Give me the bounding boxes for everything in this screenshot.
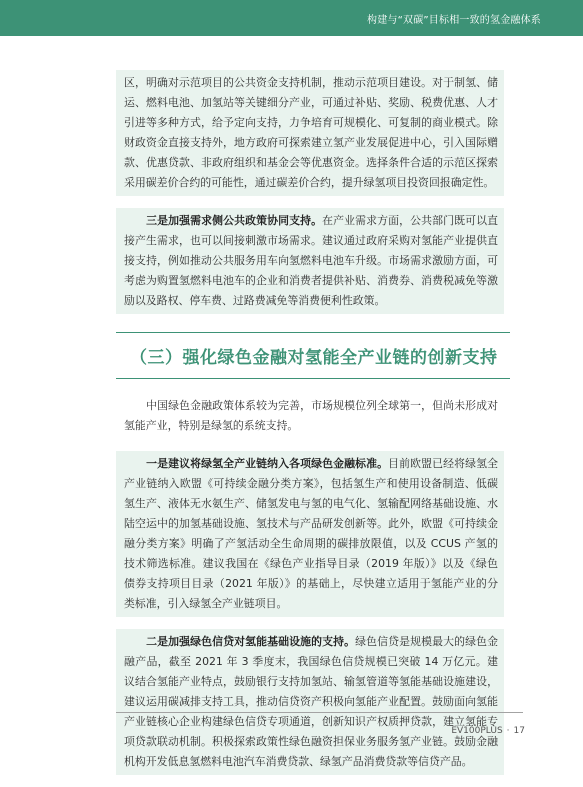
page-body: [116, 70, 504, 787]
paragraph-lead: 二是加强绿色信贷对氢能基础设施的支持。: [146, 635, 356, 648]
paragraph-text: 目前欧盟已经将绿氢全产业链纳入欧盟《可持续金融分类方案》，包括氢生产和使用设备制造、低碳氢生产、液体无水氨生产、储氢发电与氢的电气化、氢输配网络基础设施、水陆空运中的加氢基础设施、氢技术与产品研发创新等。此外，欧盟《可持续金融分类方案》明确了产氢活动全生命周期的碳排放限值，以及 CCUS 产氢的技术筛选标准。建议我国在《绿色产业指导目录（2019 年版）》以及《绿色债券支持项目目录（2021 年版）》的基础上，尽快建立适用于氢能产业的分类标准，引入绿氢全产业链项目。: [124, 457, 498, 610]
paragraph-standards: [116, 451, 504, 617]
page-number: 17: [513, 726, 525, 736]
paragraph-text: 在产业需求方面，公共部门既可以直接产生需求，也可以间接刺激市场需求。建议通过政府采购对氢能产业提供直接支持，例如推动公共服务用车向氢燃料电池车升级。市场需求激励方面，可考虑为购置氢燃料电池车的企业和消费者提供补贴、消费券、消费税减免等激励以及路权、停车费、过路费减免等消费便利性政策。: [124, 214, 498, 307]
footer-divider: [116, 712, 523, 713]
page-footer: [0, 712, 583, 766]
section-heading: （三）强化绿色金融对氢能全产业链的创新支持: [116, 332, 510, 379]
paragraph-demand-policy: [116, 208, 504, 314]
paragraph-text: 区，明确对示范项目的公共资金支持机制，推动示范项目建设。对于制氢、储运、燃料电池、加氢站等关键细分产业，可通过补贴、奖励、税费优惠、人才引进等多种方式，给予定向支持，力争培育可规模化、可复制的商业模式。除财政资金直接支持外，地方政府可探索建立氢产业发展促进中心，引入国际赠款、优惠贷款、非政府组织和基金会等优惠资金。选择条件合适的示范区探索采用碳差价合约的可能性，通过碳差价合约，提升绿氢项目投资回报确定性。: [124, 76, 498, 189]
paragraph-text: 中国绿色金融政策体系较为完善，市场规模位列全球第一，但尚未形成对氢能产业，特别是绿氢的系统支持。: [124, 399, 498, 432]
paragraph-intro: [116, 393, 504, 439]
footer-brand: EV100PLUS: [451, 726, 503, 736]
header-bar: [0, 0, 583, 36]
paragraph-lead: 三是加强需求侧公共政策协同支持。: [146, 214, 323, 227]
footer-separator: ·: [506, 726, 510, 736]
paragraph-text: 绿色信贷是规模最大的绿色金融产品，截至 2021 年 3 季度末，我国绿色信贷规模已突破 14 万亿元。建议结合氢能产业特点，鼓励银行支持加氢站、输氢管道等氢能基础设施建设，建议运用碳减排支持工具，推动信贷资产积极向氢能产业配置。鼓励面向氢能产业链核心企业构建绿色信贷专项通道，创新知识产权质押贷款，建立氢能专项贷款联动机制。积极探索政策性绿色融资担保业务服务氢产业链。鼓励金融机构开发低息氢燃料电池汽车消费贷款、绿氢产品消费贷款等信贷产品。: [124, 635, 498, 768]
paragraph-funding: [116, 70, 504, 196]
paragraph-lead: 一是建议将绿氢全产业链纳入各项绿色金融标准。: [146, 457, 389, 470]
footer-text: [451, 726, 525, 736]
running-title: 构建与“双碳”目标相一致的氢金融体系: [367, 15, 541, 26]
